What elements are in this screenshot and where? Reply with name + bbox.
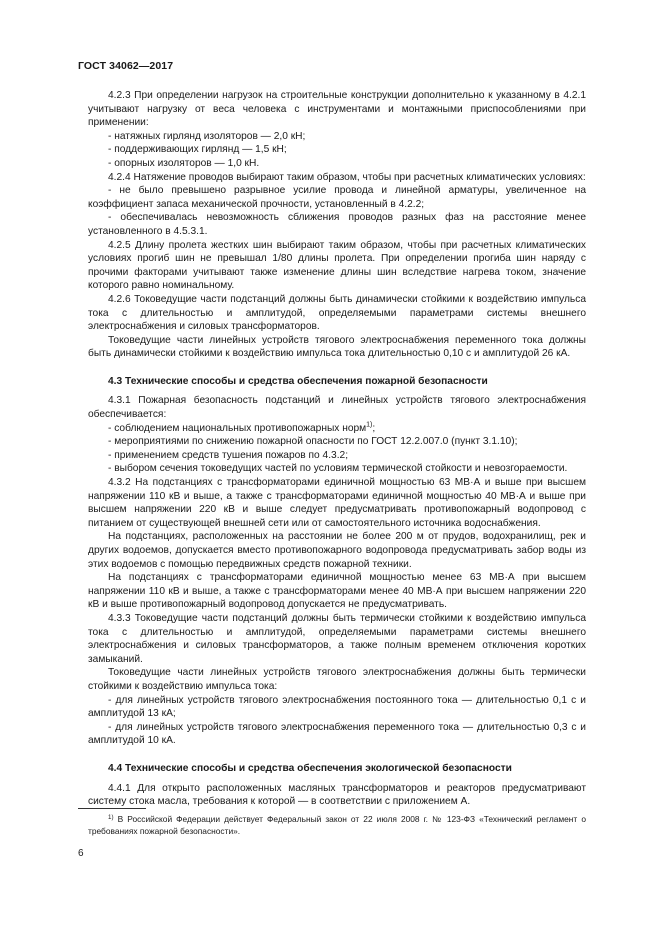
document-body: [88, 89, 586, 809]
page-number: 6: [78, 848, 84, 859]
list-item: - соблюдением национальных противопожарных норм$^{1)}$;: [108, 421, 376, 434]
list-item: - обеспечивалась невозможность сближения проводов разных фаз на расстояние менее установленного в 4.5.3.1.: [88, 212, 586, 237]
footnote-text: В Российской Федерации действует Федеральный закон от 22 июля 2008 г. № 123-ФЗ «Технический регламент о требованиях пожарной безопасности».: [88, 814, 586, 836]
footnote-reference: 1): [366, 421, 373, 429]
clause-4-3-1: 4.3.1 Пожарная безопасность подстанций и линейных устройств тягового электроснабжения обеспечивается:: [88, 395, 586, 421]
document-header: ГОСТ 34062—2017: [78, 60, 174, 72]
list-item: - опорных изоляторов — 1,0 кН.: [108, 157, 260, 169]
footnote-mark: 1): [108, 814, 114, 821]
footnote: [88, 812, 586, 837]
clause-4-4-1: 4.4.1 Для открыто расположенных масляных трансформаторов и реакторов предусматривают систему стока масла, требования к которой — в соответствии с приложением А.: [88, 782, 586, 808]
list-item: - не было превышено разрывное усилие провода и линейной арматуры, увеличенное на коэффициент запаса механической прочности, установленный в 4.2.2;: [88, 185, 586, 210]
clause-4-2-6-continued: Токоведущие части линейных устройств тягового электроснабжения переменного тока должны быть динамически стойкими к воздействию импульса тока длительностью 0,10 с и амплитудой 26 кА.: [88, 334, 586, 360]
footnote-divider: [78, 808, 146, 809]
list-item: - применением средств тушения пожаров по 4.3.2;: [108, 449, 349, 461]
clause-4-2-3: 4.2.3 При определении нагрузок на строительные конструкции дополнительно к указанному в 4.2.1 учитывают нагрузку от веса человека с инструментами и монтажными приспособлениями при применении:: [88, 90, 586, 129]
list-item: - мероприятиями по снижению пожарной опасности по ГОСТ 12.2.007.0 (пункт 3.1.10);: [108, 436, 518, 448]
clause-4-3-3-continued: Токоведущие части линейных устройств тягового электроснабжения должны быть термически стойкими к воздействию импульса тока:: [88, 667, 586, 692]
list-item: - для линейных устройств тягового электроснабжения постоянного тока — длительностью 0,1 с и амплитудой 13 кА;: [88, 694, 586, 720]
list-item-text: - соблюдением национальных противопожарных норм: [108, 422, 367, 434]
clause-4-2-5: 4.2.5 Длину пролета жестких шин выбирают таким образом, чтобы при расчетных климатических условиях прогиб шин не превышал 1/80 длины пролета. При определении прогиба шин наряду с прочими факторами учитывают также изменение длины шин вследствие нагрева током, значение которого равно номинальному.: [88, 239, 586, 292]
list-item: - для линейных устройств тягового электроснабжения переменного тока — длительностью 0,3 с и амплитудой 10 кА.: [88, 721, 586, 747]
section-heading-4-3: 4.3 Технические способы и средства обеспечения пожарной безопасности: [108, 375, 488, 387]
list-item: - натяжных гирлянд изоляторов — 2,0 кН;: [108, 130, 306, 142]
clause-4-3-2-continued: На подстанциях с трансформаторами единичной мощностью менее 63 МВ·А при высшем напряжении 110 кВ и выше, а также с трансформаторами менее 40 МВ·А при высшем напряжении 220 кВ и выше противопожарный водопровод допускается не предусматривать.: [88, 572, 586, 611]
clause-4-2-6: 4.2.6 Токоведущие части подстанций должны быть динамически стойкими к воздействию импульса тока с длительностью и амплитудой, определяемыми параметрами системы внешнего электроснабжения и силовых трансформаторов.: [88, 293, 586, 333]
clause-4-3-3: 4.3.3 Токоведущие части подстанций должны быть термически стойкими к воздействию импульса тока с длительностью и амплитудой, определяемыми параметрами системы внешнего электроснабжения и силовых трансформаторов, а также полным временем отключения коротких замыканий.: [88, 612, 586, 665]
list-item: - выбором сечения токоведущих частей по условиям термической стойкости и невозгораемости.: [108, 463, 568, 475]
list-item: - поддерживающих гирлянд — 1,5 кН;: [108, 144, 287, 156]
section-heading-4-4: 4.4 Технические способы и средства обеспечения экологической безопасности: [108, 762, 512, 774]
clause-4-3-2-continued: На подстанциях, расположенных на расстоянии не более 200 м от прудов, водохранилищ, рек и других водоемов, допускается вместо противопожарного водопровода предусматривать забор воды из этих водоемов с помощью передвижных средств пожарной техники.: [88, 531, 586, 570]
clause-4-2-4: 4.2.4 Натяжение проводов выбирают таким образом, чтобы при расчетных климатических условиях:: [108, 171, 586, 183]
clause-4-3-2: 4.3.2 На подстанциях с трансформаторами единичной мощностью 63 МВ·А и выше при высшем напряжении 110 кВ и выше, а также с трансформаторами единичной мощностью 40 МВ·А и выше при высшем напряжении 220 кВ и выше следует предусматривать противопожарный водопровод с питанием от существующей внешней сети или от самостоятельного источника водоснабжения.: [88, 477, 586, 529]
